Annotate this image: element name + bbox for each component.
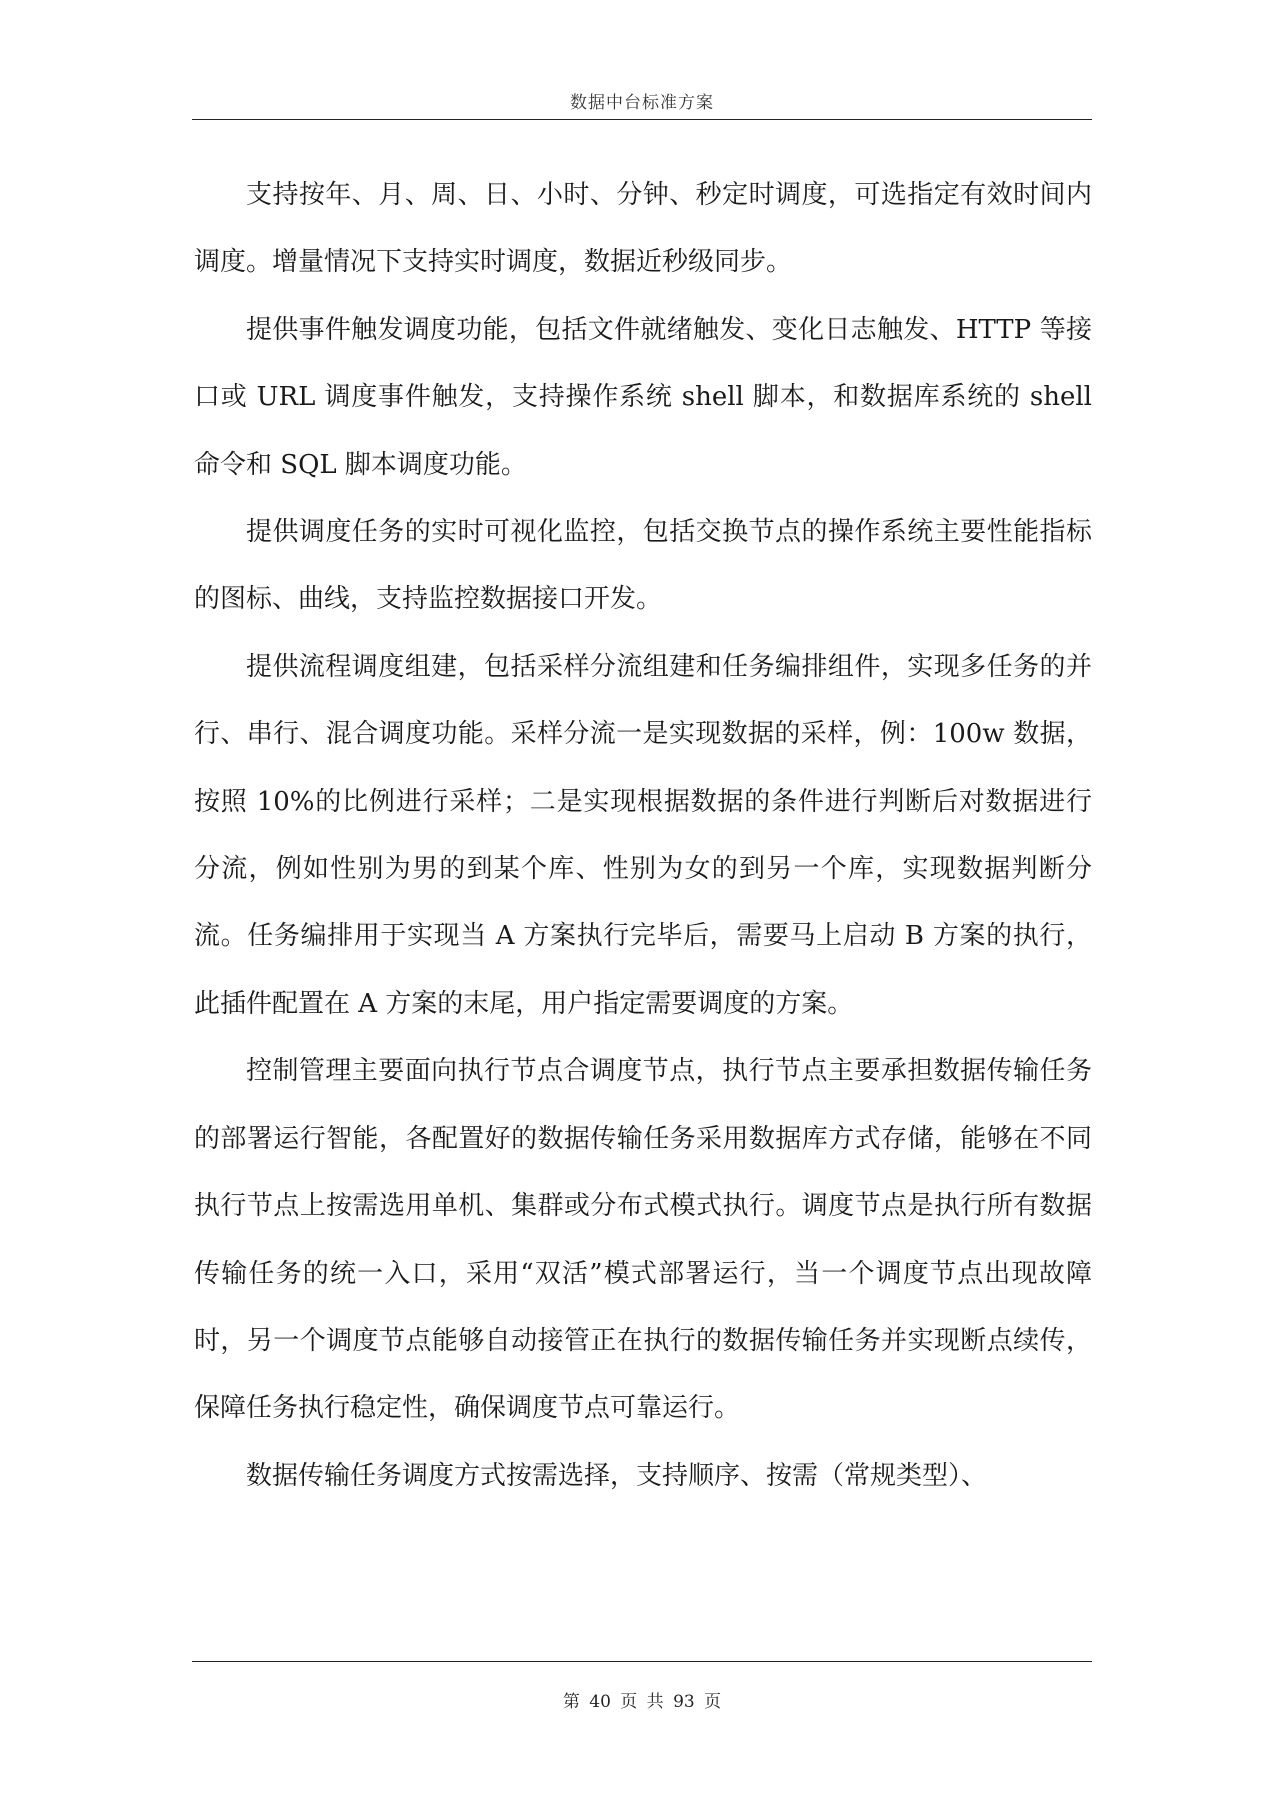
document-body [194, 162, 1092, 1510]
page-number: 第 40 页 共 93 页 [562, 1692, 722, 1712]
header-rule [192, 119, 1092, 120]
paragraph-transfer-mode: 数据传输任务调度方式按需选择，支持顺序、按需（常规类型）、 [246, 1460, 988, 1491]
paragraph-control-management: 控制管理主要面向执行节点合调度节点，执行节点主要承担数据传输任务的部署运行智能，各配置好的数据传输任务采用数据库方式存储，能够在不同执行节点上按需选用单机、集群或分布式模式执行。调度节点是执行所有数据传输任务的统一入口，采用“双活”模式部署运行，当一个调度节点出现故障时，另一个调度节点能够自动接管正在执行的数据传输任务并实现断点续传，保障任务执行稳定性，确保调度节点可靠运行。 [194, 1056, 1092, 1424]
paragraph-flow-scheduling: 提供流程调度组建，包括采样分流组建和任务编排组件，实现多任务的并行、串行、混合调度功能。采样分流一是实现数据的采样，例：100w 数据，按照 10%的比例进行采样；二是实现根据数据的条件进行判断后对数据进行分流，例如性别为男的到某个库、性别为女的到另一个库，实现数据判断分流。任务编排用于实现当 A 方案执行完毕后，需要马上启动 B 方案的执行，此插件配置在 A 方案的末尾，用户指定需要调度的方案。 [194, 651, 1092, 1019]
paragraph-schedule-timing: 支持按年、月、周、日、小时、分钟、秒定时调度，可选指定有效时间内调度。增量情况下支持实时调度，数据近秒级同步。 [194, 180, 1092, 278]
footer-rule [192, 1661, 1092, 1662]
paragraph-event-trigger: 提供事件触发调度功能，包括文件就绪触发、变化日志触发、HTTP 等接口或 URL 调度事件触发，支持操作系统 shell 脚本，和数据库系统的 shell 命令和 SQL 脚本调度功能。 [194, 314, 1092, 480]
paragraph-monitoring: 提供调度任务的实时可视化监控，包括交换节点的操作系统主要性能指标的图标、曲线，支持监控数据接口开发。 [194, 517, 1092, 615]
page-header: 数据中台标准方案 [570, 93, 714, 113]
